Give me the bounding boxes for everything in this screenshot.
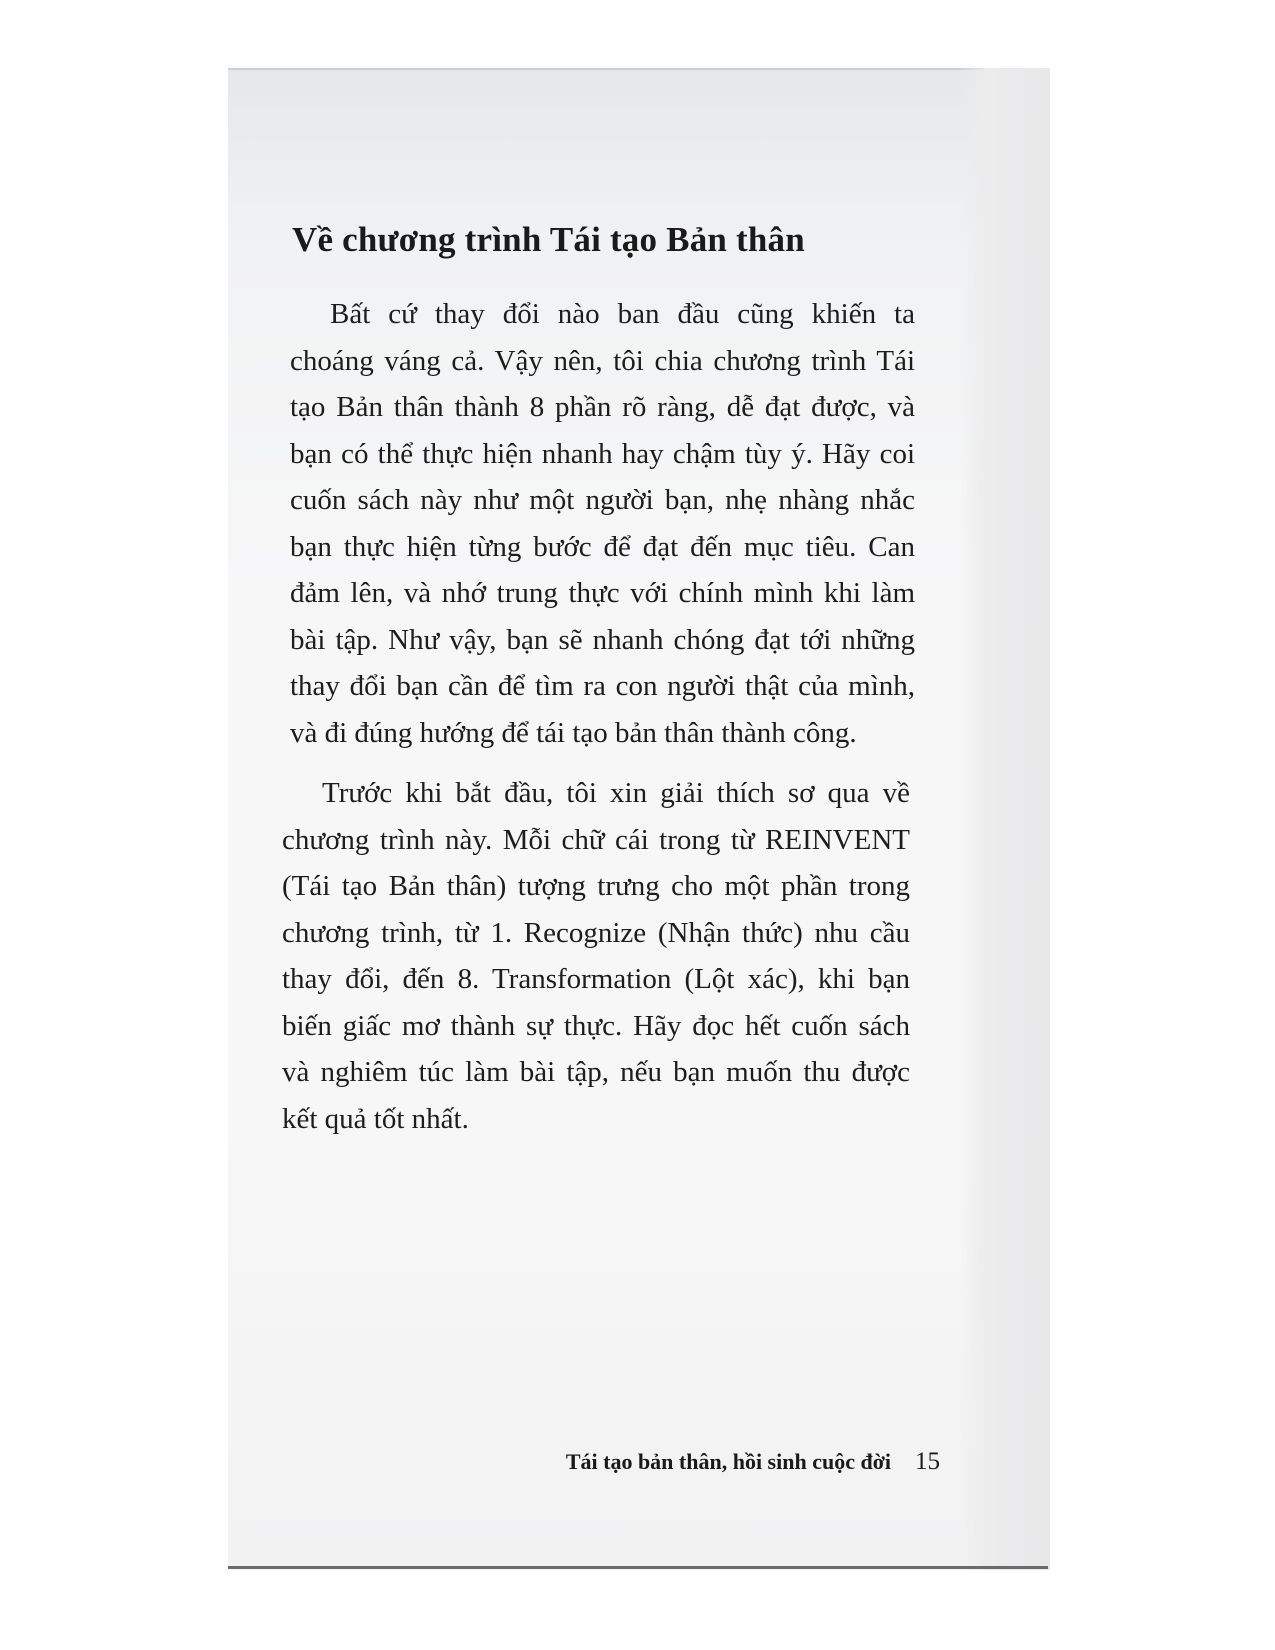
paragraph-line: tạo Bản thân thành 8 phần rõ ràng, dễ đạt được, và	[290, 391, 915, 423]
page-shading	[960, 68, 1050, 1570]
paragraph-line: biến giấc mơ thành sự thực. Hãy đọc hết cuốn sách	[282, 1009, 910, 1042]
paragraph-line: và nghiêm túc làm bài tập, nếu bạn muốn thu được	[282, 1056, 910, 1088]
paragraph-line: và đi đúng hướng để tái tạo bản thân thành công.	[290, 716, 857, 749]
paragraph-line: choáng váng cả. Vậy nên, tôi chia chương trình Tái	[290, 344, 915, 377]
page-number: 15	[915, 1448, 940, 1475]
paragraph-line: thay đổi, đến 8. Transformation (Lột xác), khi bạn	[282, 963, 910, 995]
paragraph-line: Bất cứ thay đổi nào ban đầu cũng khiến ta	[330, 298, 915, 330]
paragraph-line: (Tái tạo Bản thân) tượng trưng cho một phần trong	[282, 870, 910, 902]
paragraph-line: đảm lên, và nhớ trung thực với chính mình khi làm	[290, 577, 915, 609]
paragraph-line: chương trình này. Mỗi chữ cái trong từ REINVENT	[282, 823, 910, 856]
paragraph-line: kết quả tốt nhất.	[282, 1102, 469, 1135]
paragraph-1	[290, 291, 915, 756]
page-bottom-edge	[228, 1566, 1048, 1569]
paragraph-line: bạn có thể thực hiện nhanh hay chậm tùy ý. Hãy coi	[290, 437, 915, 470]
paragraph-line: cuốn sách này như một người bạn, nhẹ nhàng nhắc	[290, 484, 915, 516]
paragraph-2	[282, 770, 910, 1142]
running-title: Tái tạo bản thân, hồi sinh cuộc đời	[565, 1449, 891, 1474]
page-footer	[565, 1448, 940, 1476]
paragraph-line: bài tập. Như vậy, bạn sẽ nhanh chóng đạt tới những	[290, 623, 915, 656]
paragraph-line: chương trình, từ 1. Recognize (Nhận thức) nhu cầu	[282, 916, 910, 949]
section-heading: Về chương trình Tái tạo Bản thân	[292, 220, 805, 259]
paragraph-line: bạn thực hiện từng bước để đạt đến mục tiêu. Can	[290, 530, 915, 563]
paragraph-line: Trước khi bắt đầu, tôi xin giải thích sơ qua về	[322, 777, 910, 809]
paragraph-line: thay đổi bạn cần để tìm ra con người thật của mình,	[290, 670, 915, 702]
